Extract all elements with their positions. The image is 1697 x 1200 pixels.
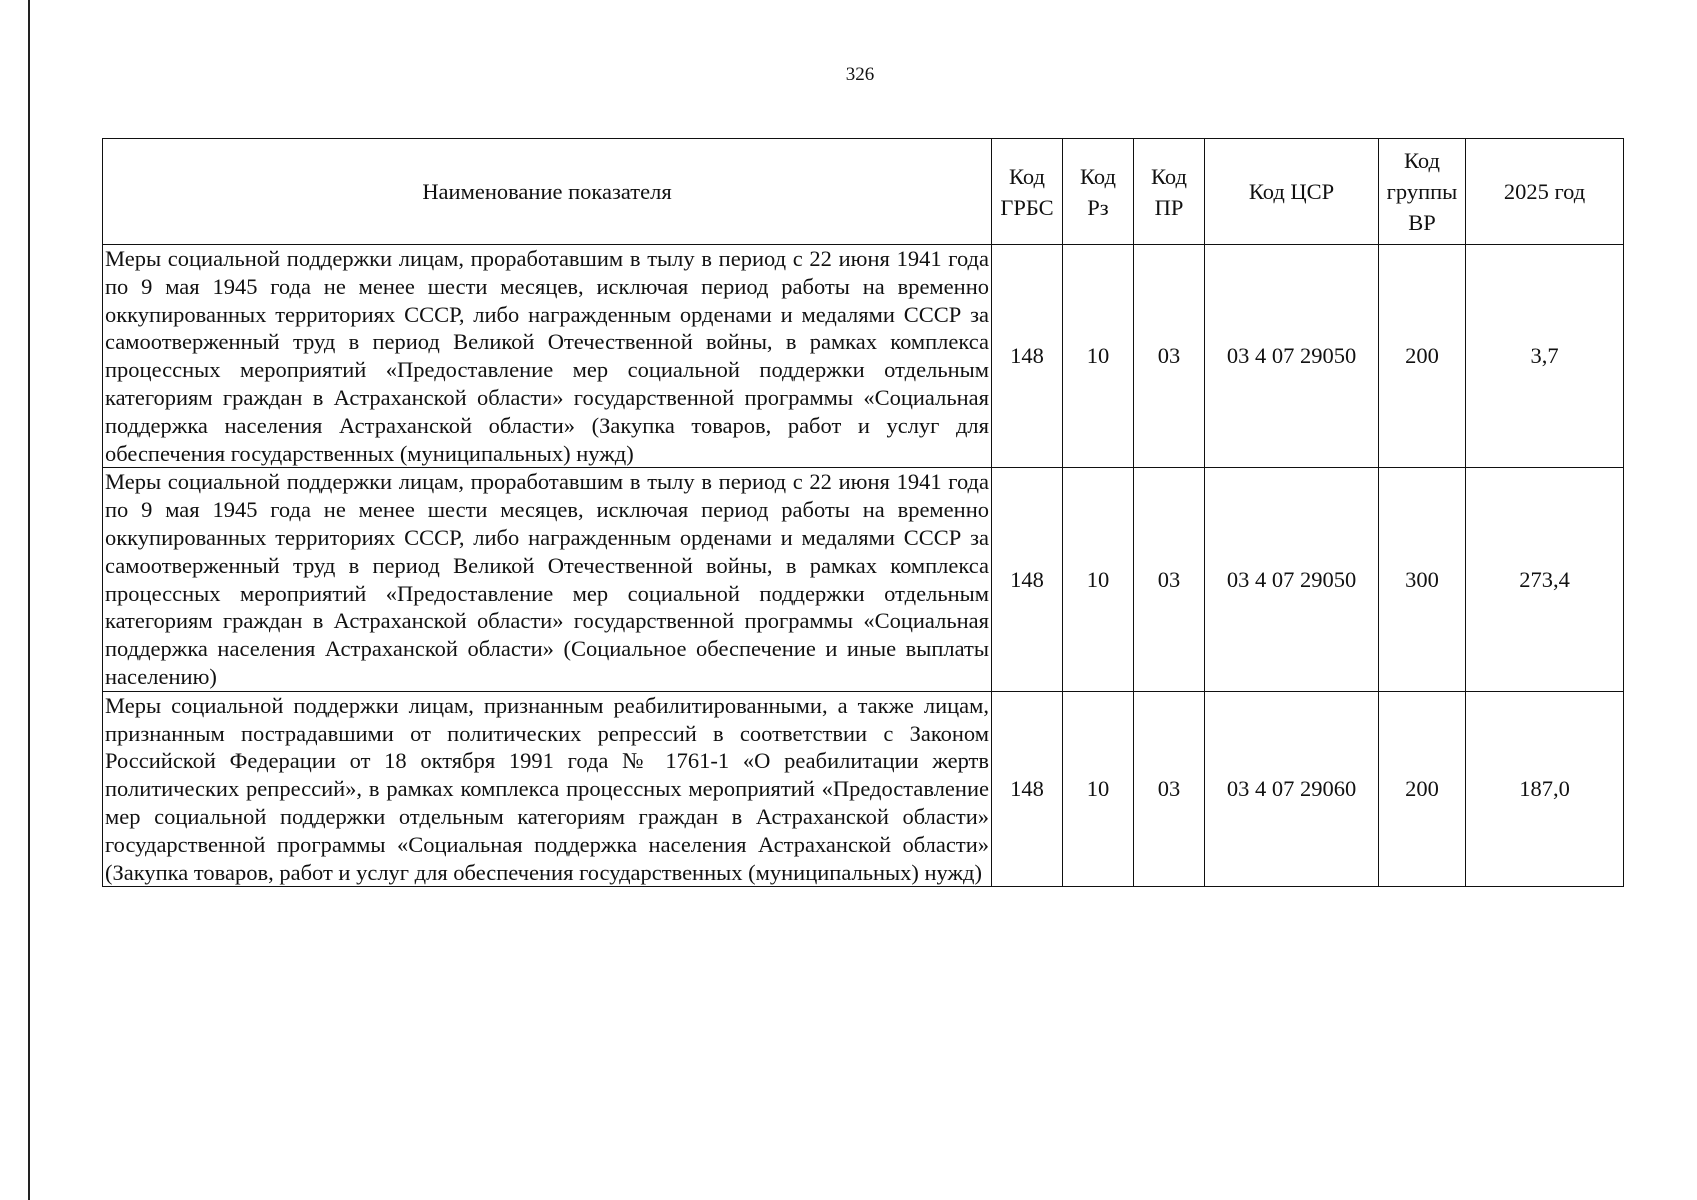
row-csr-code: 03 4 07 29060	[1205, 691, 1379, 887]
header-grbs-line-2: ГРБС	[1000, 194, 1054, 220]
row-vr-code: 200	[1379, 691, 1466, 887]
row-description: Меры социальной поддержки лицам, проработавшим в тылу в период с 22 июня 1941 года по 9 мая 1945 года не менее шести месяцев, исключая период работы на временно оккупированных территориях СССР, либо награжденным орденами и медалями СССР за самоотверженный труд в период Великой Отечественной войны, в рамках комплекса процессных мероприятий «Предоставление мер социальной поддержки отдельным категориям граждан в Астраханской области» государственной программы «Социальная поддержка населения Астраханской области» (Закупка товаров, работ и услуг для обеспечения государственных (муниципальных) нужд)	[103, 245, 992, 468]
header-pr	[1134, 139, 1205, 245]
header-grbs	[992, 139, 1063, 245]
row-csr-code: 03 4 07 29050	[1205, 245, 1379, 468]
header-vr-line-3: ВР	[1408, 210, 1436, 235]
table-row	[103, 691, 1624, 887]
row-vr-code: 300	[1379, 468, 1466, 691]
row-grbs-code: 148	[992, 468, 1063, 691]
page-binding-line	[28, 0, 30, 1200]
row-amount: 187,0	[1466, 691, 1624, 887]
row-pr-code: 03	[1134, 468, 1205, 691]
row-pr-code: 03	[1134, 245, 1205, 468]
header-pr-line-2: ПР	[1154, 194, 1184, 220]
header-csr: Код ЦСР	[1205, 139, 1379, 245]
row-description: Меры социальной поддержки лицам, признанным реабилитированными, а также лицам, признанным пострадавшими от политических репрессий в соответствии с Законом Российской Федерации от 18 октября 1991 года № 1761-1 «О реабилитации жертв политических репрессий», в рамках комплекса процессных мероприятий «Предоставление мер социальной поддержки отдельным категориям граждан в Астраханской области» государственной программы «Социальная поддержка населения Астраханской области» (Закупка товаров, работ и услуг для обеспечения государственных (муниципальных) нужд)	[103, 691, 992, 887]
page-number: 326	[845, 64, 875, 85]
row-amount: 3,7	[1466, 245, 1624, 468]
header-rz-line-2: Рз	[1087, 194, 1109, 220]
row-rz-code: 10	[1063, 691, 1134, 887]
header-grbs-line-1: Код	[1009, 163, 1045, 189]
row-csr-code: 03 4 07 29050	[1205, 468, 1379, 691]
header-rz	[1063, 139, 1134, 245]
header-pr-line-1: Код	[1151, 163, 1187, 189]
header-vr	[1379, 139, 1466, 245]
budget-table	[102, 138, 1624, 887]
row-rz-code: 10	[1063, 468, 1134, 691]
header-rz-line-1: Код	[1080, 163, 1116, 189]
header-vr-line-1: Код	[1404, 148, 1440, 173]
row-amount: 273,4	[1466, 468, 1624, 691]
row-grbs-code: 148	[992, 691, 1063, 887]
row-description: Меры социальной поддержки лицам, проработавшим в тылу в период с 22 июня 1941 года по 9 мая 1945 года не менее шести месяцев, исключая период работы на временно оккупированных территориях СССР, либо награжденным орденами и медалями СССР за самоотверженный труд в период Великой Отечественной войны, в рамках комплекса процессных мероприятий «Предоставление мер социальной поддержки отдельным категориям граждан в Астраханской области» государственной программы «Социальная поддержка населения Астраханской области» (Социальное обеспечение и иные выплаты населению)	[103, 468, 992, 691]
header-name: Наименование показателя	[103, 139, 992, 245]
row-vr-code: 200	[1379, 245, 1466, 468]
header-year: 2025 год	[1466, 139, 1624, 245]
row-grbs-code: 148	[992, 245, 1063, 468]
row-pr-code: 03	[1134, 691, 1205, 887]
table-row	[103, 245, 1624, 468]
table-row	[103, 468, 1624, 691]
table-header-row	[103, 139, 1624, 245]
row-rz-code: 10	[1063, 245, 1134, 468]
header-vr-line-2: группы	[1386, 179, 1458, 204]
